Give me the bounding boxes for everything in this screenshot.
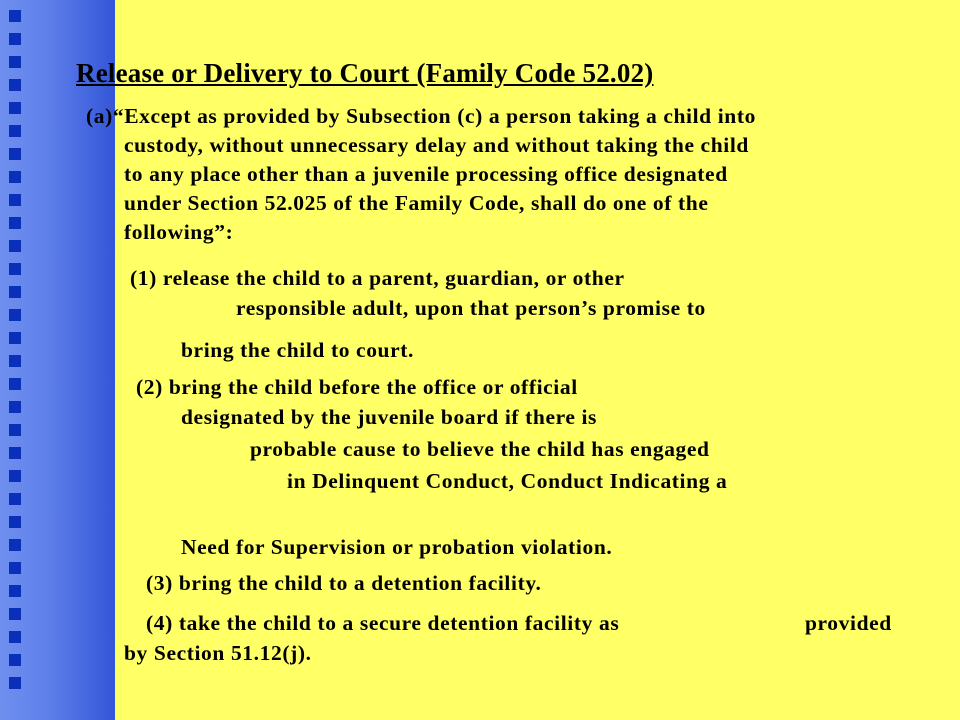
item-1-line: (1) release the child to a parent, guardian, or other: [130, 266, 625, 290]
item-2-line: (2) bring the child before the office or official: [136, 375, 578, 399]
item-2-line: in Delinquent Conduct, Conduct Indicating a: [287, 469, 728, 493]
item-1-line: bring the child to court.: [181, 338, 414, 362]
item-2-line: Need for Supervision or probation violation.: [181, 535, 613, 559]
item-3-line: (3) bring the child to a detention facility.: [146, 571, 542, 595]
intro-line: to any place other than a juvenile processing office designated: [124, 162, 728, 186]
item-4-line: (4) take the child to a secure detention facility as: [146, 611, 620, 635]
item-4-line: by Section 51.12(j).: [124, 641, 312, 665]
slide-title: Release or Delivery to Court (Family Code 52.02): [76, 58, 654, 88]
intro-line: following”:: [124, 220, 234, 244]
item-1-line: responsible adult, upon that person’s promise to: [236, 296, 706, 320]
item-2-line: designated by the juvenile board if there is: [181, 405, 597, 429]
intro-line: (a)“Except as provided by Subsection (c) a person taking a child into: [86, 104, 756, 128]
intro-line: custody, without unnecessary delay and without taking the child: [124, 133, 749, 157]
item-2-line: probable cause to believe the child has engaged: [250, 437, 710, 461]
item-4-line: provided: [805, 611, 892, 635]
intro-line: under Section 52.025 of the Family Code, shall do one of the: [124, 191, 709, 215]
